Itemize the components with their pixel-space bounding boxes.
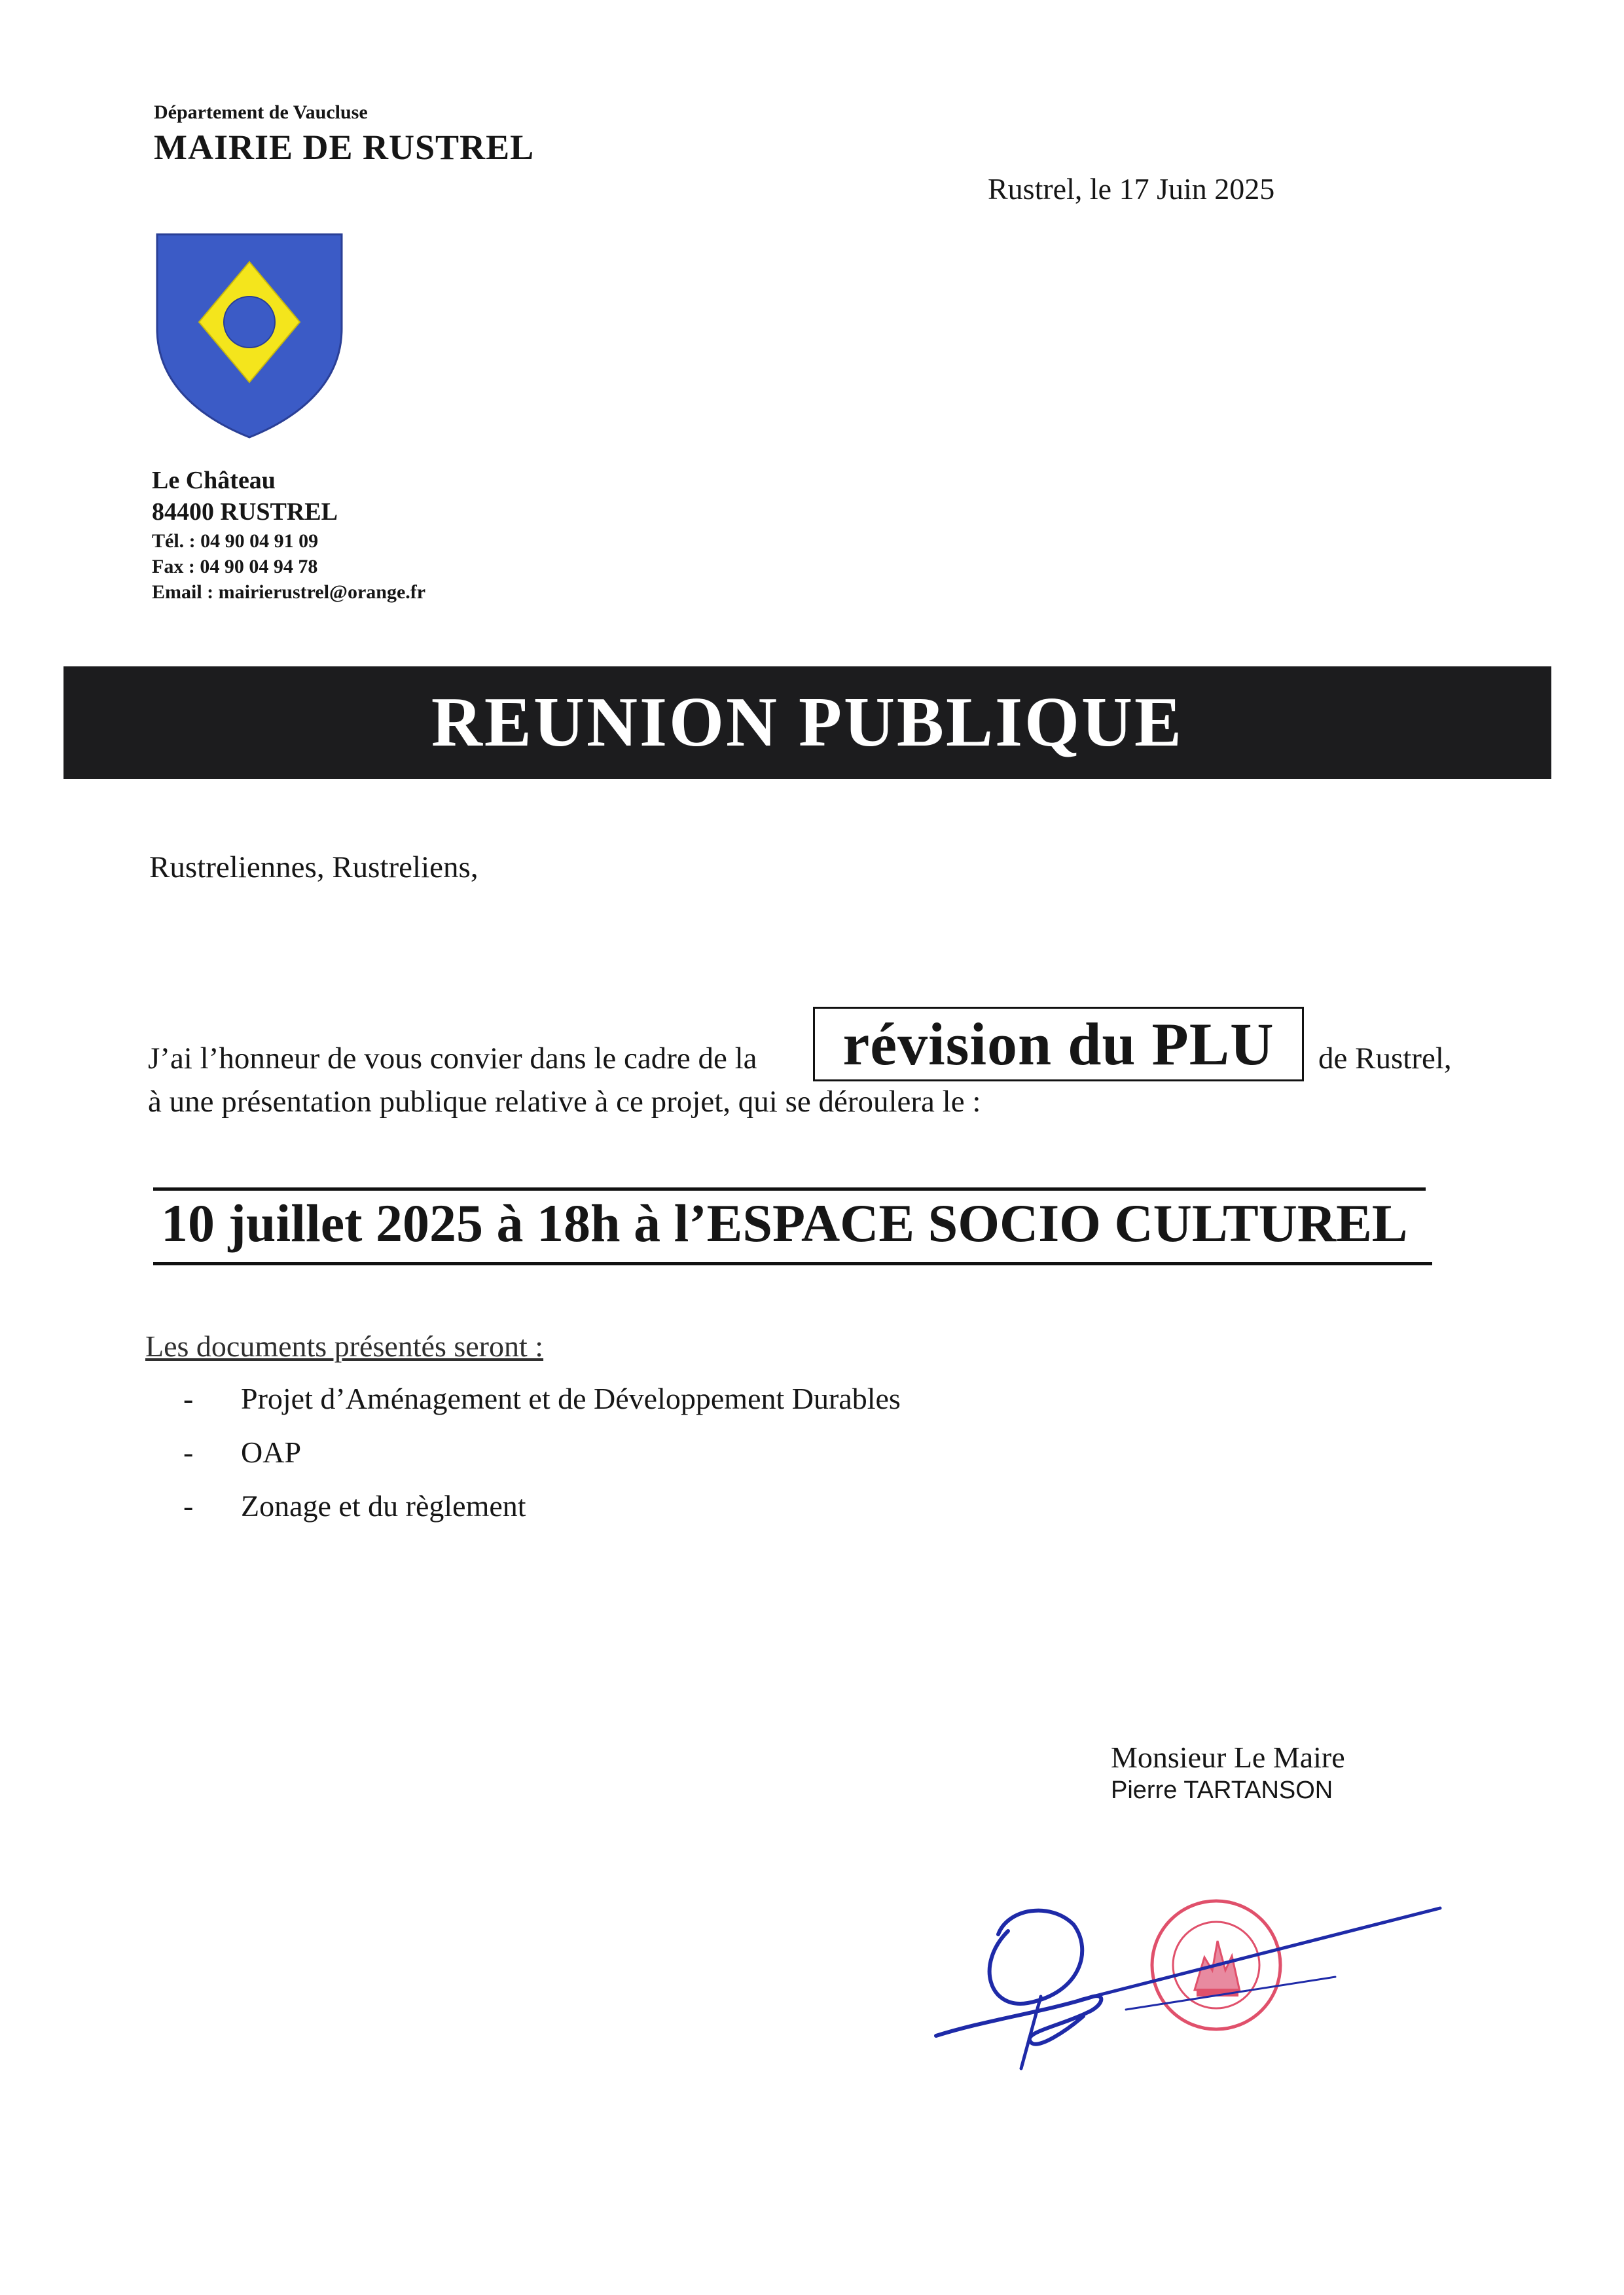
title-banner (63, 666, 1551, 779)
document-date: Rustrel, le 17 Juin 2025 (988, 172, 1275, 206)
meeting-rule-top (153, 1187, 1426, 1191)
plu-highlight-box (813, 1007, 1304, 1081)
phone-number: Tél. : 04 90 04 91 09 (152, 530, 319, 552)
meeting-details: 10 juillet 2025 à 18h à l’ESPACE SOCIO CULTUREL (161, 1193, 1408, 1253)
list-item: Projet d’Aménagement et de Développement Durables (241, 1382, 901, 1415)
intro-text-line-2: à une présentation publique relative à ce projet, qui se déroulera le : (148, 1085, 981, 1119)
list-item: OAP (241, 1436, 302, 1469)
banner-title: REUNION PUBLIQUE (431, 683, 1184, 761)
email-address: Email : mairierustrel@orange.fr (152, 581, 426, 603)
fax-number: Fax : 04 90 04 94 78 (152, 556, 318, 577)
address-line-1: Le Château (152, 467, 276, 494)
list-bullet: - (183, 1436, 194, 1469)
list-item: Zonage et du règlement (241, 1489, 526, 1523)
intro-text-end: de Rustrel, (1318, 1041, 1452, 1075)
signatory-title: Monsieur Le Maire (1111, 1741, 1345, 1774)
mairie-title: MAIRIE DE RUSTREL (154, 128, 535, 167)
meeting-rule-bottom (153, 1262, 1432, 1265)
list-bullet: - (183, 1489, 194, 1523)
documents-title: Les documents présentés seront : (145, 1329, 544, 1363)
intro-text-start: J’ai l’honneur de vous convier dans le cadre de la (148, 1041, 757, 1075)
greeting: Rustreliennes, Rustreliens, (149, 850, 478, 884)
signature-and-stamp (929, 1879, 1453, 2088)
coat-of-arms-icon (154, 230, 344, 440)
department-label: Département de Vaucluse (154, 101, 368, 123)
signature-stroke (990, 1911, 1083, 2004)
plu-highlight-text: révision du PLU (842, 1011, 1274, 1077)
list-bullet: - (183, 1382, 194, 1415)
signatory-name: Pierre TARTANSON (1111, 1777, 1333, 1804)
address-line-2: 84400 RUSTREL (152, 498, 338, 526)
